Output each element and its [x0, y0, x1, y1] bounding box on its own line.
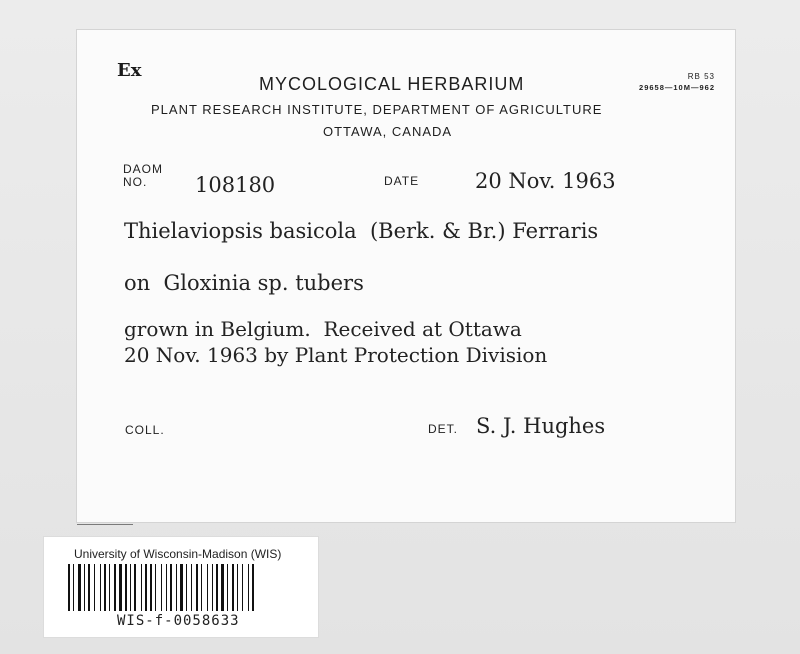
barcode-bar — [71, 564, 72, 611]
barcode-bar — [244, 564, 247, 611]
barcode-bar — [153, 564, 154, 611]
herbarium-label — [77, 30, 735, 522]
barcode-bar — [242, 564, 243, 611]
barcode-bar — [86, 564, 87, 611]
barcode-bar — [143, 564, 144, 611]
barcode-bar — [75, 564, 77, 611]
barcode-bar — [132, 564, 133, 611]
daom-number: 108180 — [195, 173, 276, 197]
barcode-bar — [128, 564, 129, 611]
barcode-bar — [239, 564, 241, 611]
barcode-bar — [212, 564, 213, 611]
barcode-bar — [145, 564, 147, 611]
barcode-bar — [225, 564, 226, 611]
barcode-bar — [235, 564, 236, 611]
barcode-bar — [150, 564, 152, 611]
barcode-bar — [163, 564, 165, 611]
divider-line — [77, 524, 133, 525]
daom-label — [123, 163, 163, 189]
barcode-bar — [207, 564, 208, 611]
determiner-name: S. J. Hughes — [476, 414, 606, 438]
barcode-bar — [168, 564, 169, 611]
ex-mark: Ex — [117, 60, 142, 81]
barcode-bar — [209, 564, 211, 611]
catalog-number: WIS-f-0058633 — [117, 613, 240, 629]
barcode-bar — [173, 564, 175, 611]
barcode-bar — [232, 564, 234, 611]
barcode-bar — [176, 564, 177, 611]
barcode-bar — [193, 564, 195, 611]
barcode-bar — [191, 564, 192, 611]
date-value: 20 Nov. 1963 — [475, 169, 616, 193]
barcode-bar — [88, 564, 90, 611]
barcode-bar — [196, 564, 198, 611]
note-line-1: grown in Belgium. Received at Ottawa — [124, 317, 522, 341]
barcode-label — [44, 537, 318, 637]
herbarium-title: MYCOLOGICAL HERBARIUM — [259, 74, 525, 94]
daom-label-line-2: NO. — [123, 175, 148, 189]
barcode-bar — [134, 564, 136, 611]
barcode-bar — [82, 564, 83, 611]
barcode-bar — [252, 564, 254, 611]
determiner-label: DET. — [428, 422, 459, 436]
barcode-bar — [109, 564, 110, 611]
barcode-bar — [123, 564, 124, 611]
barcode-bar — [199, 564, 200, 611]
barcode-bar — [117, 564, 118, 611]
barcode-bar — [100, 564, 101, 611]
barcode-bar — [178, 564, 179, 611]
barcode-bar — [184, 564, 185, 611]
host-line: on Gloxinia sp. tubers — [124, 271, 364, 295]
barcode-bar — [119, 564, 122, 611]
barcode-bar — [216, 564, 218, 611]
barcode-bar — [94, 564, 95, 611]
barcode — [68, 564, 288, 611]
barcode-bar — [114, 564, 116, 611]
barcode-bar — [125, 564, 127, 611]
date-label: DATE — [384, 174, 420, 188]
institute-city: OTTAWA, CANADA — [323, 124, 453, 139]
barcode-bar — [104, 564, 106, 611]
barcode-bar — [170, 564, 172, 611]
barcode-bar — [219, 564, 220, 611]
barcode-bar — [141, 564, 142, 611]
note-line-2: 20 Nov. 1963 by Plant Protection Division — [124, 343, 548, 367]
barcode-bar — [188, 564, 190, 611]
barcode-bar — [155, 564, 156, 611]
print-code: 29658—10M—962 — [639, 83, 715, 92]
barcode-bar — [227, 564, 228, 611]
barcode-bar — [107, 564, 108, 611]
barcode-bar — [73, 564, 74, 611]
barcode-bar — [84, 564, 85, 611]
barcode-bar — [91, 564, 93, 611]
collector-label: COLL. — [125, 423, 165, 437]
barcode-bar — [102, 564, 103, 611]
barcode-bar — [130, 564, 131, 611]
barcode-bar — [248, 564, 249, 611]
barcode-bar — [166, 564, 167, 611]
barcode-bar — [157, 564, 160, 611]
barcode-bar — [203, 564, 206, 611]
institution-name: University of Wisconsin-Madison (WIS) — [74, 547, 282, 561]
institute-name: PLANT RESEARCH INSTITUTE, DEPARTMENT OF AGRICULTURE — [151, 102, 603, 117]
barcode-bar — [96, 564, 99, 611]
barcode-bar — [221, 564, 224, 611]
barcode-bar — [161, 564, 162, 611]
taxon-name: Thielaviopsis basicola (Berk. & Br.) Ferraris — [124, 219, 599, 243]
barcode-bar — [68, 564, 70, 611]
barcode-bar — [180, 564, 183, 611]
barcode-bar — [214, 564, 215, 611]
barcode-bar — [250, 564, 251, 611]
rb-number: RB 53 — [687, 72, 715, 81]
barcode-bar — [186, 564, 187, 611]
barcode-bar — [78, 564, 81, 611]
barcode-bar — [148, 564, 149, 611]
barcode-bar — [237, 564, 238, 611]
barcode-bar — [137, 564, 140, 611]
barcode-bar — [201, 564, 202, 611]
barcode-bar — [111, 564, 113, 611]
barcode-bar — [229, 564, 231, 611]
daom-label-line-1: DAOM — [123, 162, 163, 176]
